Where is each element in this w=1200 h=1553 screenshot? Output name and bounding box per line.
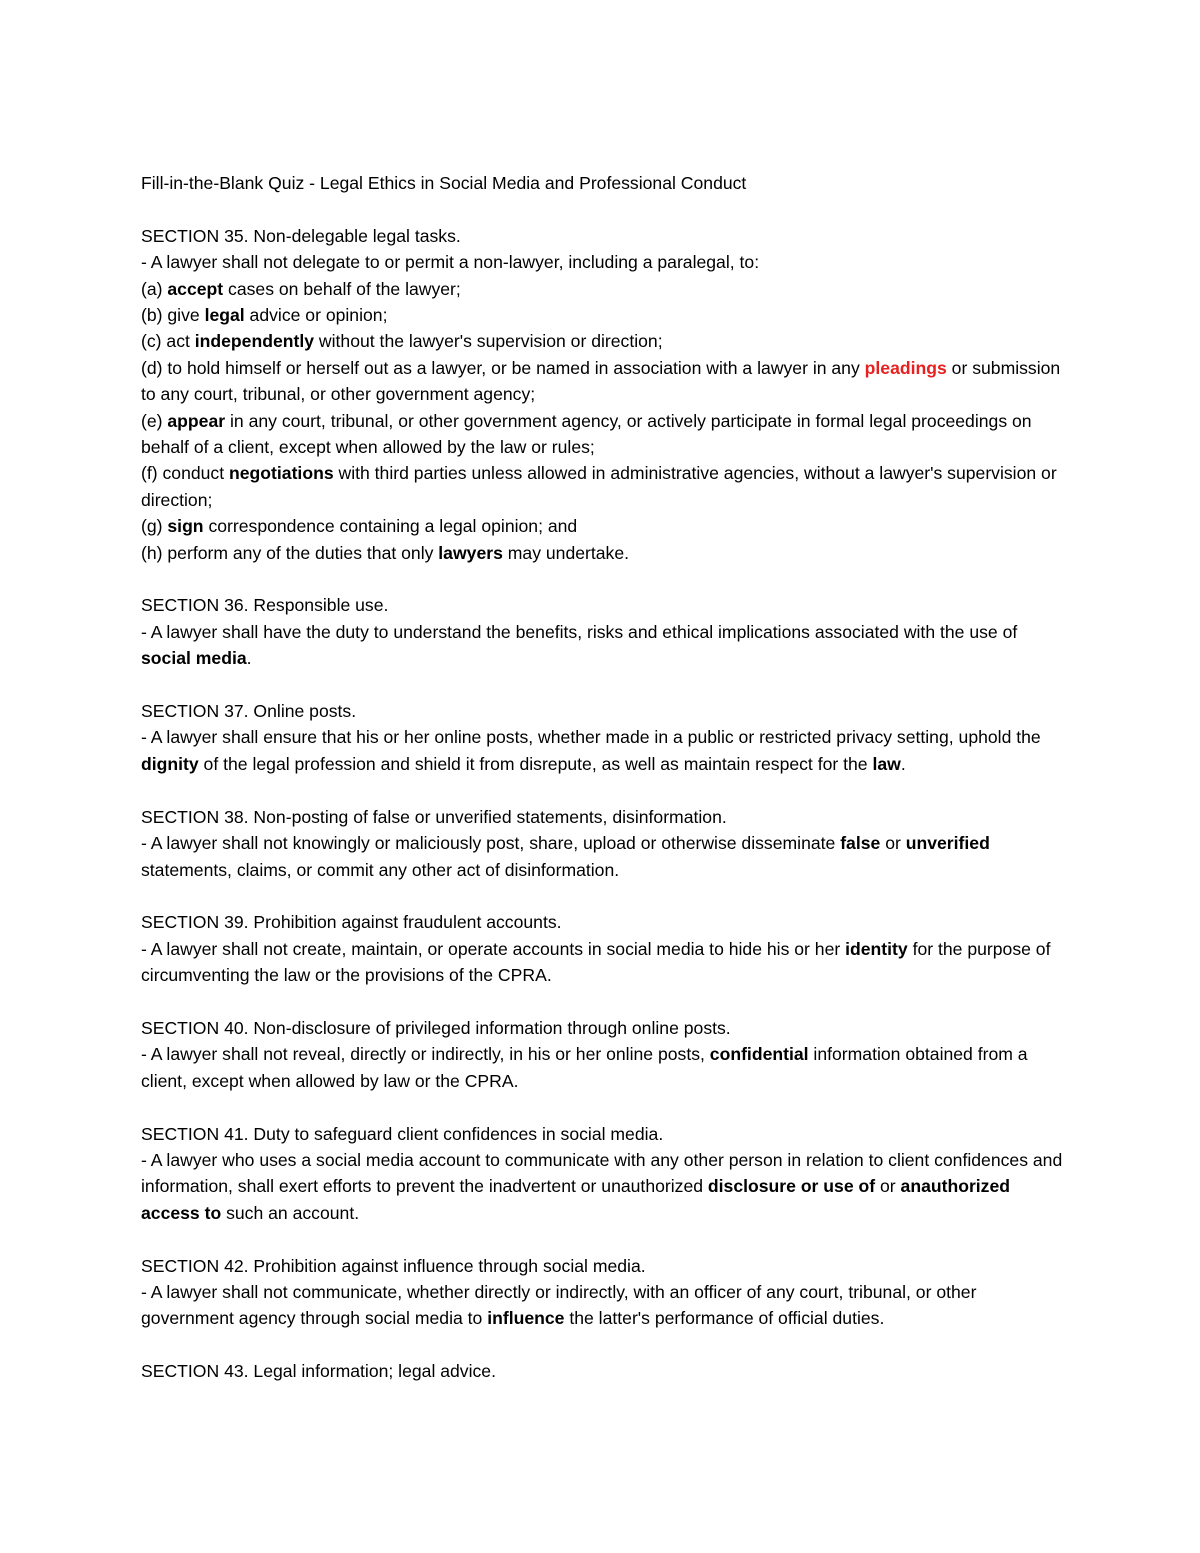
section (141, 804, 1071, 883)
text-segment: - A lawyer shall not communicate, whether directly or indirectly, with an officer of any court, tribunal, or other government agency through social media to (141, 1281, 977, 1329)
section-line (141, 1041, 1071, 1094)
answer-term: social media (141, 648, 247, 669)
section (141, 909, 1071, 988)
text-segment: with third parties unless allowed in administrative agencies, without a lawyer's supervision or direction; (141, 463, 1057, 510)
section (141, 592, 1071, 671)
text-segment: - A lawyer shall not delegate to or permit a non-lawyer, including a paralegal, to: (141, 252, 760, 273)
text-segment: for the purpose of circumventing the law or the provisions of the CPRA. (141, 938, 1051, 986)
section-line (141, 540, 1071, 566)
answer-term: identity (845, 938, 908, 959)
document-page (141, 170, 1071, 1385)
text-segment: statements, claims, or commit any other act of disinformation. (141, 859, 620, 880)
answer-term: unverified (905, 833, 990, 854)
answer-term: sign (167, 516, 204, 537)
text-segment: (h) perform any of the duties that only (141, 542, 439, 563)
section-line (141, 355, 1071, 408)
text-segment: (c) act (141, 331, 195, 352)
section-line (141, 328, 1071, 354)
section-line (141, 936, 1071, 989)
section-heading: SECTION 43. Legal information; legal advice. (141, 1361, 496, 1382)
text-segment: or (875, 1176, 901, 1197)
section-line (141, 724, 1071, 777)
section-heading: SECTION 38. Non-posting of false or unverified statements, disinformation. (141, 806, 727, 827)
text-segment: - A lawyer shall ensure that his or her online posts, whether made in a public or restricted privacy setting, uphold the (141, 727, 1041, 748)
section-line (141, 460, 1071, 513)
sections-container (141, 223, 1071, 1385)
text-segment: or (880, 833, 906, 854)
document-title: Fill-in-the-Blank Quiz - Legal Ethics in Social Media and Professional Conduct (141, 173, 747, 193)
answer-term: appear (167, 410, 226, 431)
text-segment: - A lawyer shall have the duty to understand the benefits, risks and ethical implications associated with the use of (141, 621, 1018, 642)
section-line (141, 1147, 1071, 1226)
answer-term: lawyers (438, 542, 503, 563)
text-segment: . (246, 648, 252, 669)
text-segment: - A lawyer shall not knowingly or maliciously post, share, upload or otherwise disseminate (141, 833, 841, 854)
answer-term: anauthorized access to (141, 1176, 1011, 1223)
answer-term: pleadings (864, 357, 947, 378)
text-segment: (d) to hold himself or herself out as a lawyer, or be named in association with a lawyer in any (141, 357, 865, 378)
section (141, 1253, 1071, 1332)
answer-term: confidential (709, 1044, 809, 1065)
text-segment: (f) conduct (141, 463, 230, 484)
answer-term: false (840, 833, 881, 854)
section (141, 1358, 1071, 1384)
section-heading: SECTION 41. Duty to safeguard client confidences in social media. (141, 1123, 664, 1144)
section-line (141, 276, 1071, 302)
answer-term: independently (194, 331, 315, 352)
text-segment: may undertake. (502, 542, 630, 563)
text-segment: cases on behalf of the lawyer; (223, 278, 461, 299)
text-segment: . (900, 753, 906, 774)
section-heading: SECTION 40. Non-disclosure of privileged information through online posts. (141, 1017, 731, 1038)
answer-term: negotiations (229, 463, 334, 484)
text-segment: or submission to any court, tribunal, or other government agency; (141, 357, 1061, 405)
text-segment: (a) (141, 278, 168, 299)
section (141, 1015, 1071, 1094)
text-segment: correspondence containing a legal opinion; and (203, 516, 578, 537)
section-line (141, 302, 1071, 328)
section (141, 698, 1071, 777)
text-segment: - A lawyer shall not create, maintain, or operate accounts in social media to hide his or her (141, 938, 846, 959)
text-segment: (g) (141, 516, 168, 537)
section-heading: SECTION 42. Prohibition against influence through social media. (141, 1255, 646, 1276)
text-segment: - A lawyer shall not reveal, directly or indirectly, in his or her online posts, (141, 1044, 710, 1065)
section-heading: SECTION 39. Prohibition against fraudulent accounts. (141, 912, 562, 933)
text-segment: - A lawyer who uses a social media account to communicate with any other person in relation to client confidences and information, shall exert efforts to prevent the inadvertent or unauthorized (141, 1149, 1063, 1197)
section (141, 223, 1071, 566)
text-segment: in any court, tribunal, or other government agency, or actively participate in formal legal proceedings on behalf of a client, except when allowed by the law or rules; (141, 410, 1032, 458)
answer-term: legal (204, 305, 245, 326)
text-segment: of the legal profession and shield it from disrepute, as well as maintain respect for the (198, 753, 873, 774)
answer-term: dignity (141, 753, 199, 774)
text-segment: (e) (141, 410, 168, 431)
section-heading: SECTION 35. Non-delegable legal tasks. (141, 225, 461, 246)
answer-term: disclosure or use of (707, 1176, 876, 1197)
section-line (141, 1279, 1071, 1332)
section-heading: SECTION 36. Responsible use. (141, 595, 389, 616)
section-line (141, 249, 1071, 275)
answer-term: influence (487, 1308, 565, 1329)
section-line (141, 408, 1071, 461)
section-line (141, 619, 1071, 672)
section-line (141, 513, 1071, 539)
text-segment: advice or opinion; (244, 305, 388, 326)
answer-term: law (872, 753, 901, 774)
section-line (141, 830, 1071, 883)
text-segment: without the lawyer's supervision or direction; (314, 331, 663, 352)
text-segment: the latter's performance of official duties. (564, 1308, 885, 1329)
text-segment: (b) give (141, 305, 205, 326)
section-heading: SECTION 37. Online posts. (141, 701, 357, 722)
text-segment: such an account. (221, 1202, 360, 1223)
text-segment: information obtained from a client, except when allowed by law or the CPRA. (141, 1044, 1028, 1091)
section (141, 1121, 1071, 1227)
answer-term: accept (167, 278, 224, 299)
